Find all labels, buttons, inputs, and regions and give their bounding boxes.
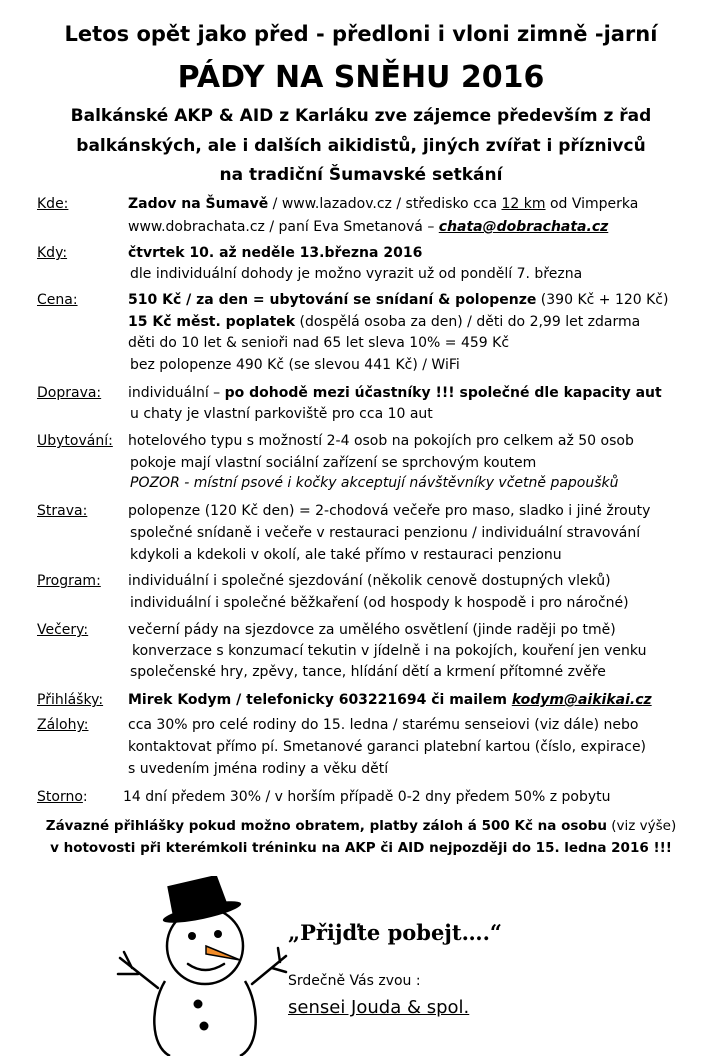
prihlasky-contact: Mirek Kodym / telefonicky 603221694 či mailem: [128, 692, 512, 708]
storno-label-row: [37, 788, 88, 806]
cena-fee: 15 Kč měst. poplatek: [128, 314, 296, 330]
intro-line-3: na tradiční Šumavské setkání: [219, 165, 503, 185]
snowman-illustration: [110, 876, 310, 1056]
header-line: Letos opět jako před - předloni i vloni zimně -jarní: [64, 22, 658, 46]
doprava-line-1: [128, 384, 662, 402]
strava-label: Strava:: [37, 503, 88, 519]
kde-line-2: [128, 218, 608, 236]
cena-line-1: [128, 291, 668, 309]
kde-sep: / www.lazadov.cz / středisko cca: [268, 196, 502, 212]
closing-quote: „Přijďte pobejt….“: [288, 920, 502, 945]
closing-signature: sensei Jouda & spol.: [288, 997, 470, 1018]
kdy-note: dle individuální dohody je možno vyrazit už od pondělí 7. března: [130, 266, 583, 282]
ubytovani-line-3: [130, 474, 619, 492]
storno-text: 14 dní předem 30% / v horším případě 0-2 dny předem 50% z pobytu: [123, 789, 611, 805]
footer-line-1: [0, 818, 722, 834]
footer-binding: Závazné přihlášky pokud možno obratem, platby záloh á 500 Kč na osobu: [45, 818, 607, 834]
program-line-2: individuální i společné běžkaření (od hospody k hospodě i pro náročné): [130, 595, 629, 611]
footer-line-2: v hotovosti při kterémkoli tréninku na AKP či AID nejpozději do 15. ledna 2016 !!!: [50, 840, 672, 856]
prihlasky-line: [128, 691, 652, 709]
cena-line-2: [128, 313, 640, 331]
program-line-1: individuální i společné sjezdování (několik cenově dostupných vleků): [128, 573, 611, 589]
prihlasky-email-link[interactable]: kodym@aikikai.cz: [511, 692, 652, 708]
closing-invite: Srdečně Vás zvou :: [288, 973, 421, 989]
kde-label: Kde:: [37, 196, 69, 212]
cena-fee-detail: (dospělá osoba za den) / děti do 2,99 let zdarma: [295, 314, 641, 330]
zalohy-label: Zálohy:: [37, 717, 89, 733]
program-label: Program:: [37, 573, 101, 589]
kde-place: Zadov na Šumavě: [128, 196, 269, 212]
doprava-label: Doprava:: [37, 385, 102, 401]
ubytovani-line-1: hotelového typu s možností 2-4 osob na pokojích pro celkem až 50 osob: [128, 433, 634, 449]
vecery-line-2: konverzace s konzumací tekutin v jídelně i na pokojích, kouření jen venku: [132, 643, 647, 659]
ubytovani-pets: místní psové i kočky akceptují návštěvníky včetně papoušků: [193, 475, 619, 491]
cena-price: 510 Kč / za den = ubytování se snídaní & polopenze: [128, 292, 537, 308]
kde-suffix: od Vimperka: [545, 196, 639, 212]
vecery-label: Večery:: [37, 622, 89, 638]
kde-contact: www.dobrachata.cz / paní Eva Smetanová –: [128, 219, 439, 235]
strava-line-1: polopenze (120 Kč den) = 2-chodová večeře pro maso, sladko i jiné žrouty: [128, 503, 651, 519]
vecery-line-1: večerní pády na sjezdovce za umělého osvětlení (jinde raději po tmě): [128, 622, 616, 638]
kde-line-1: [128, 195, 638, 213]
cena-line-4: bez polopenze 490 Kč (se slevou 441 Kč) / WiFi: [130, 357, 460, 373]
prihlasky-label: Přihlášky:: [37, 692, 104, 708]
zalohy-line-3: s uvedením jména rodiny a věku dětí: [128, 761, 389, 777]
page-title: PÁDY NA SNĚHU 2016: [177, 60, 545, 95]
ubytovani-line-2: pokoje mají vlastní sociální zařízení se sprchovým koutem: [130, 455, 537, 471]
footer-see-above: (viz výše): [606, 818, 677, 834]
intro-line-1: Balkánské AKP & AID z Karláku zve zájemce především z řad: [70, 106, 652, 126]
ubytovani-warning: POZOR -: [130, 475, 194, 491]
cena-label: Cena:: [37, 292, 78, 308]
strava-line-2: společné snídaně i večeře v restauraci penzionu / individuální stravování: [130, 525, 641, 541]
kde-email-link[interactable]: chata@dobrachata.cz: [438, 219, 609, 235]
kdy-label: Kdy:: [37, 245, 68, 261]
ubytovani-label: Ubytování:: [37, 433, 113, 449]
zalohy-line-2: kontaktovat přímo pí. Smetanové garanci platební kartou (číslo, expirace): [128, 739, 647, 755]
storno-label: Storno: [37, 789, 83, 805]
cena-price-detail: (390 Kč + 120 Kč): [536, 292, 669, 308]
storno-colon: :: [82, 789, 88, 805]
strava-line-3: kdykoli a kdekoli v okolí, ale také přímo v restauraci penzionu: [130, 547, 562, 563]
kdy-dates: čtvrtek 10. až neděle 13.března 2016: [128, 245, 423, 261]
doprava-line-2: u chaty je vlastní parkoviště pro cca 10 aut: [130, 406, 433, 422]
doprava-type: individuální –: [128, 385, 225, 401]
doprava-agreement: po dohodě mezi účastníky !!! společné dle kapacity aut: [224, 385, 662, 401]
cena-line-3: děti do 10 let & senioři nad 65 let sleva 10% = 459 Kč: [128, 335, 510, 351]
vecery-line-3: společenské hry, zpěvy, tance, hlídání dětí a krmení přítomné zvěře: [130, 664, 606, 680]
zalohy-line-1: cca 30% pro celé rodiny do 15. ledna / starému senseiovi (viz dále) nebo: [128, 717, 639, 733]
kde-distance: 12 km: [501, 196, 546, 212]
intro-line-2: balkánských, ale i dalších aikidistů, jiných zvířat i příznivců: [76, 136, 646, 156]
